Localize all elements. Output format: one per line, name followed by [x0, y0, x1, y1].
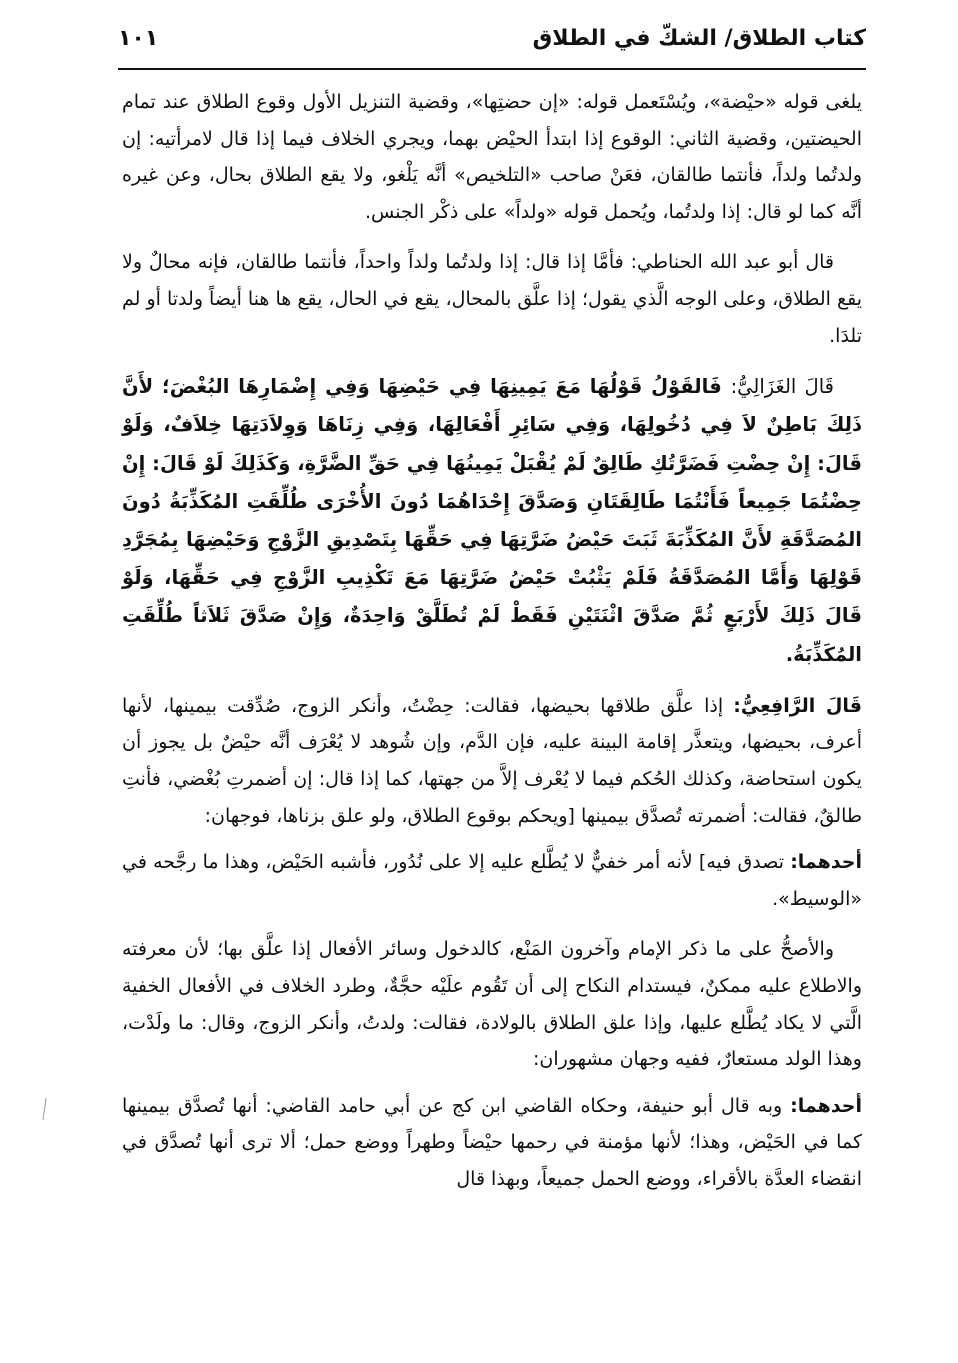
- paragraph-7: [122, 931, 862, 1077]
- margin-pencil-mark: [42, 1098, 46, 1120]
- paragraph-text: إذا علَّق طلاقها بحيضها، فقالت: حِضْتُ، وأنكر الزوج، صُدِّقت بيمينها، لأنها أعرف، بحيضها، ويتعذَّر إقامة البينة عليه، فإن الدَّم، وإن شُوهد لا يُعْرَف أنَّه حيْضٌ بل يجوز أن يكون استحاضة، وكذلك الحُكم فيما لا يُعْرف إلاَّ من جهتها، كما إذا قال: إن أضمرتِ بُغْضي، فأنتِ طالقٌ، فقالت: أضمرته تُصدَّق بيمينها [ويحكم بوقوع الطلاق، ولو علق بزناها، فوجهان:: [122, 694, 862, 827]
- paragraph-text: تصدق فيه] لأنه أمر خفيٌّ لا يُطَّلع عليه إلا على نُدُور، فأشبه الحَيْض، وهذا ما رجَّحه في «الوسيط».: [122, 851, 862, 910]
- paragraph-text: والأصحُّ على ما ذكر الإمام وآخرون المَنْع، كالدخول وسائر الأفعال إذا علَّق بها؛ لأن معرفته والاطلاع عليه ممكنٌ، فيستدام النكاح إلى أن تَقُوم علَيْه حجَّةٌ، وطرد الخلاف في الأفعال الخفية الَّتي لا يكاد يُطَّلع عليها، وإذا علق الطلاق بالولادة، فقالت: ولدتُ، وأنكر الزوج، وقال: ما ولَدْت، وهذا الولد مستعارٌ، ففيه وجهان مشهوران:: [122, 938, 862, 1071]
- paragraph-lead: أحدهما:: [790, 851, 863, 874]
- paragraph-rafii: [122, 688, 862, 834]
- running-header: [118, 22, 866, 62]
- paragraph-text: فَالقَوْلُ قَوْلُهَا مَعَ يَمِينِهَا فِي حَيْضِهَا وَفِي إِضْمَارِهَا البُغْضَ؛ لأَنَّ ذَلِكَ بَاطِنٌ لاَ فِي دُخُولِهَا، وَفِي سَائِرِ أَفْعَالِهَا، وَفِي زِنَاهَا وَوِلاَدَتِهَا خِلاَفٌ، وَلَوْ قَالَ: إِنْ حِضْتِ فَضَرَّتُكِ طَالِقٌ لَمْ يُقْبَلْ يَمِينُهَا فِي حَقِّ الضَّرَّةِ، وَكَذَلِكَ لَوْ قَالَ: إِنْ حِضْتُمَا جَمِيعاً فَأَنْتُمَا طَالِقَتَانِ وَصَدَّقَ إِحْدَاهُمَا دُونَ الأُخْرَى طُلِّقَتِ المُكَذِّبَةُ دُونَ المُصَدَّقَةِ لأَنَّ المُكَذِّبَةَ ثَبَتَ حَيْضُ ضَرَّتِهَا فِي حَقِّهَا بِتَصْدِيقِ الزَّوْجِ وَحَيْضِهَا بِمُجَرَّدِ قَوْلِهَا وَأَمَّا المُصَدَّقَةُ فَلَمْ يَثْبُتْ حَيْضُ ضَرَّتِهَا مَعَ تَكْذِيبِ الزَّوْجِ فِي حَقِّهَا، وَلَوْ قَالَ ذَلِكَ لأَرْبَعٍ ثُمَّ صَدَّقَ اثْنَتَيْنِ فَقَطْ لَمْ تُطَلَّقْ وَاحِدَةٌ، وَإِنْ صَدَّقَ ثَلاَثاً طُلِّقَتِ المُكَذِّبَةُ.: [122, 375, 862, 666]
- paragraph-text: وبه قال أبو حنيفة، وحكاه القاضي ابن كج عن أبي حامد القاضي: أنها تُصدَّق بيمينها كما في الحَيْض، وهذا؛ لأنها مؤمنة في رحمها حيْضاً وطهراً ووضع حمل؛ ألا ترى أنها تُصدَّق في انقضاء العدَّة بالأقراء، ووضع الحمل جميعاً، وبهذا قال: [122, 1094, 862, 1190]
- paragraph-lead: أحدهما:: [790, 1094, 862, 1117]
- paragraph-ghazali: [122, 368, 862, 674]
- paragraph-2: [122, 244, 862, 354]
- paragraph-text: يلغى قوله «حيْضة»، ويُسْتَعمل قوله: «إن حضتِها»، وقضية التنزيل الأول وقوع الطلاق عند تمام الحيضتين، وقضية الثاني: الوقوع إذا ابتدأ الحيْض بهما، ويجري الخلاف فيما إذا قال لامرأتيه: إن ولدتُما ولداً، فأنتما طالقان، فعَنْ صاحب «التلخيص» أنَّه يَلْغو، ولا يقع الطلاق بحال، وعن غيره أنَّه كما لو قال: إذا ولدتُما، ويُحمل قوله «ولداً» على ذكْر الجنس.: [122, 91, 862, 223]
- page-body: [122, 84, 862, 1198]
- page-number: ١٠١: [118, 26, 159, 51]
- header-rule: [118, 68, 866, 70]
- paragraph-lead: قَالَ الرَّافِعِيُّ:: [733, 694, 862, 717]
- paragraph-first-view: [122, 844, 862, 917]
- paragraph-lead: قَالَ الغَزَالِيُّ:: [730, 375, 834, 399]
- header-title: كتاب الطلاق/ الشكّ في الطلاق: [532, 26, 866, 51]
- paragraph-1: [122, 84, 862, 230]
- paragraph-text: قال أبو عبد الله الحناطي: فأمَّا إذا قال: إذا ولدتُما ولداً واحداً، فأنتما طالقان، فإنه محالٌ ولا يقع الطلاق، وعلى الوجه الَّذي يقول؛ إذا علَّق بالمحال، يقع في الحال، يقع ها هنا أيضاً ولدتا أو لم تلدَا.: [122, 251, 862, 347]
- paragraph-second-first-view: [122, 1088, 862, 1198]
